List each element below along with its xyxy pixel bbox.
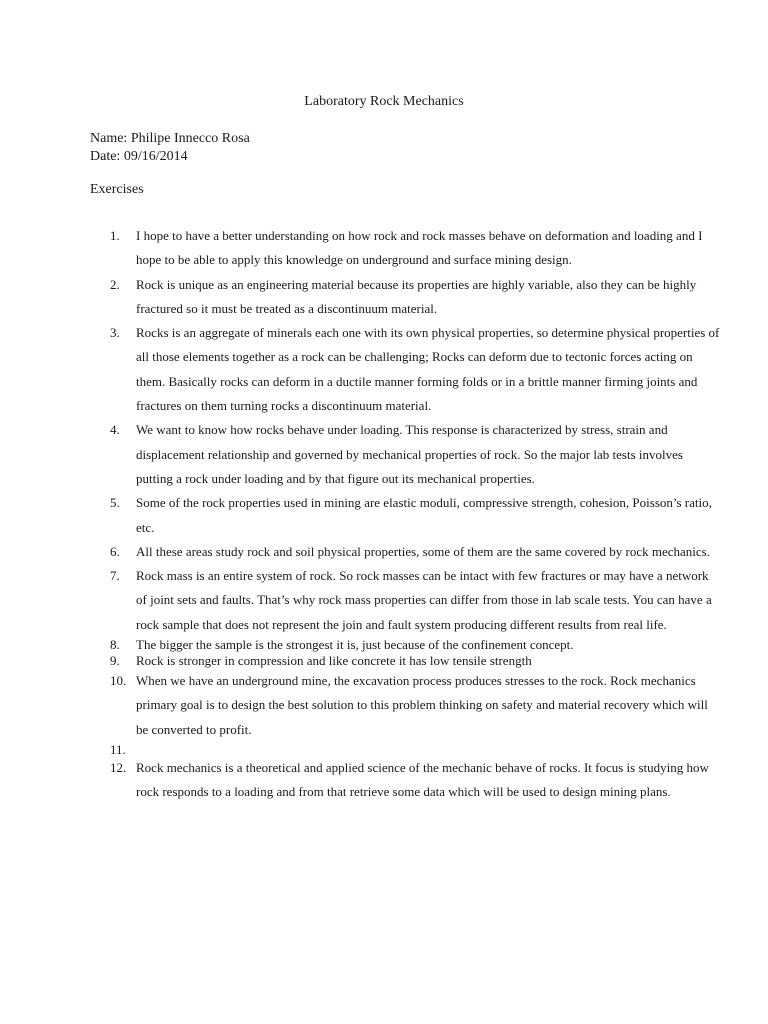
exercise-list — [110, 224, 720, 805]
list-item — [110, 540, 720, 564]
item-text: I hope to have a better understanding on how rock and rock masses behave on deformation and loading and I hope to be able to apply this knowledge on underground and surface mining design. — [136, 228, 703, 268]
list-item — [110, 637, 720, 653]
list-item — [110, 756, 720, 805]
item-text: All these areas study rock and soil physical properties, some of them are the same covered by rock mechanics. — [136, 543, 710, 559]
item-text: Rock mass is an entire system of rock. So rock masses can be intact with few fractures or may have a network of joint sets and faults. That’s why rock mass properties can differ from those in lab scale tests. You can have a rock sample that does not represent the join and fault system producing different results from real life. — [136, 568, 712, 632]
list-item — [110, 224, 720, 273]
item-number: 5. — [110, 495, 120, 511]
item-number: 12. — [110, 759, 127, 775]
item-number: 3. — [110, 325, 120, 341]
item-number: 1. — [110, 228, 120, 243]
item-text: Rock mechanics is a theoretical and applied science of the mechanic behave of rocks. It focus is studying how rock responds to a loading and from that retrieve some data which will be used to design mining plans. — [136, 759, 709, 800]
item-number: 7. — [110, 568, 120, 584]
item-text: When we have an underground mine, the excavation process produces stresses to the rock. Rock mechanics primary goal is to design the best solution to this problem thinking on safety and material recovery which will be converted to profit. — [136, 673, 708, 737]
list-item — [110, 669, 720, 742]
item-text — [136, 742, 720, 756]
item-number: 10. — [110, 673, 127, 689]
list-item — [110, 418, 720, 491]
item-number: 8. — [110, 637, 120, 653]
item-text: Rock is stronger in compression and like concrete it has low tensile strength — [136, 653, 532, 669]
item-number: 9. — [110, 653, 120, 669]
item-number: 4. — [110, 422, 120, 438]
item-text: Rocks is an aggregate of minerals each one with its own physical properties, so determine physical properties of all those elements together as a rock can be challenging; Rocks can deform due to tectonic forces acting on them. Basically rocks can deform in a ductile manner forming folds or in a brittle manner firming joints and fractures on them turning rocks a discontinuum material. — [136, 325, 720, 414]
item-text: Rock is unique as an engineering material because its properties are highly variable, also they can be highly fractured so it must be treated as a discontinuum material. — [136, 276, 697, 316]
list-item — [110, 321, 720, 418]
list-item — [110, 653, 720, 669]
item-number: 11. — [110, 741, 126, 757]
date-line: Date: 09/16/2014 — [90, 149, 188, 164]
item-text: Some of the rock properties used in mining are elastic moduli, compressive strength, cohesion, Poisson’s ratio, etc. — [136, 495, 712, 535]
list-item — [110, 564, 720, 637]
item-text: The bigger the sample is the strongest it is, just because of the confinement concept. — [136, 637, 574, 653]
list-item — [110, 742, 720, 756]
item-number: 2. — [110, 276, 120, 292]
exercises-heading: Exercises — [90, 182, 144, 197]
item-text: We want to know how rocks behave under loading. This response is characterized by stress, strain and displacement relationship and governed by mechanical properties of rock. So the major lab tests involves putting a rock under loading and by that figure out its mechanical properties. — [136, 422, 683, 486]
name-line: Name: Philipe Innecco Rosa — [90, 131, 250, 146]
document-title: Laboratory Rock Mechanics — [304, 94, 464, 109]
item-number: 6. — [110, 543, 120, 559]
list-item — [110, 273, 720, 322]
list-item — [110, 491, 720, 540]
